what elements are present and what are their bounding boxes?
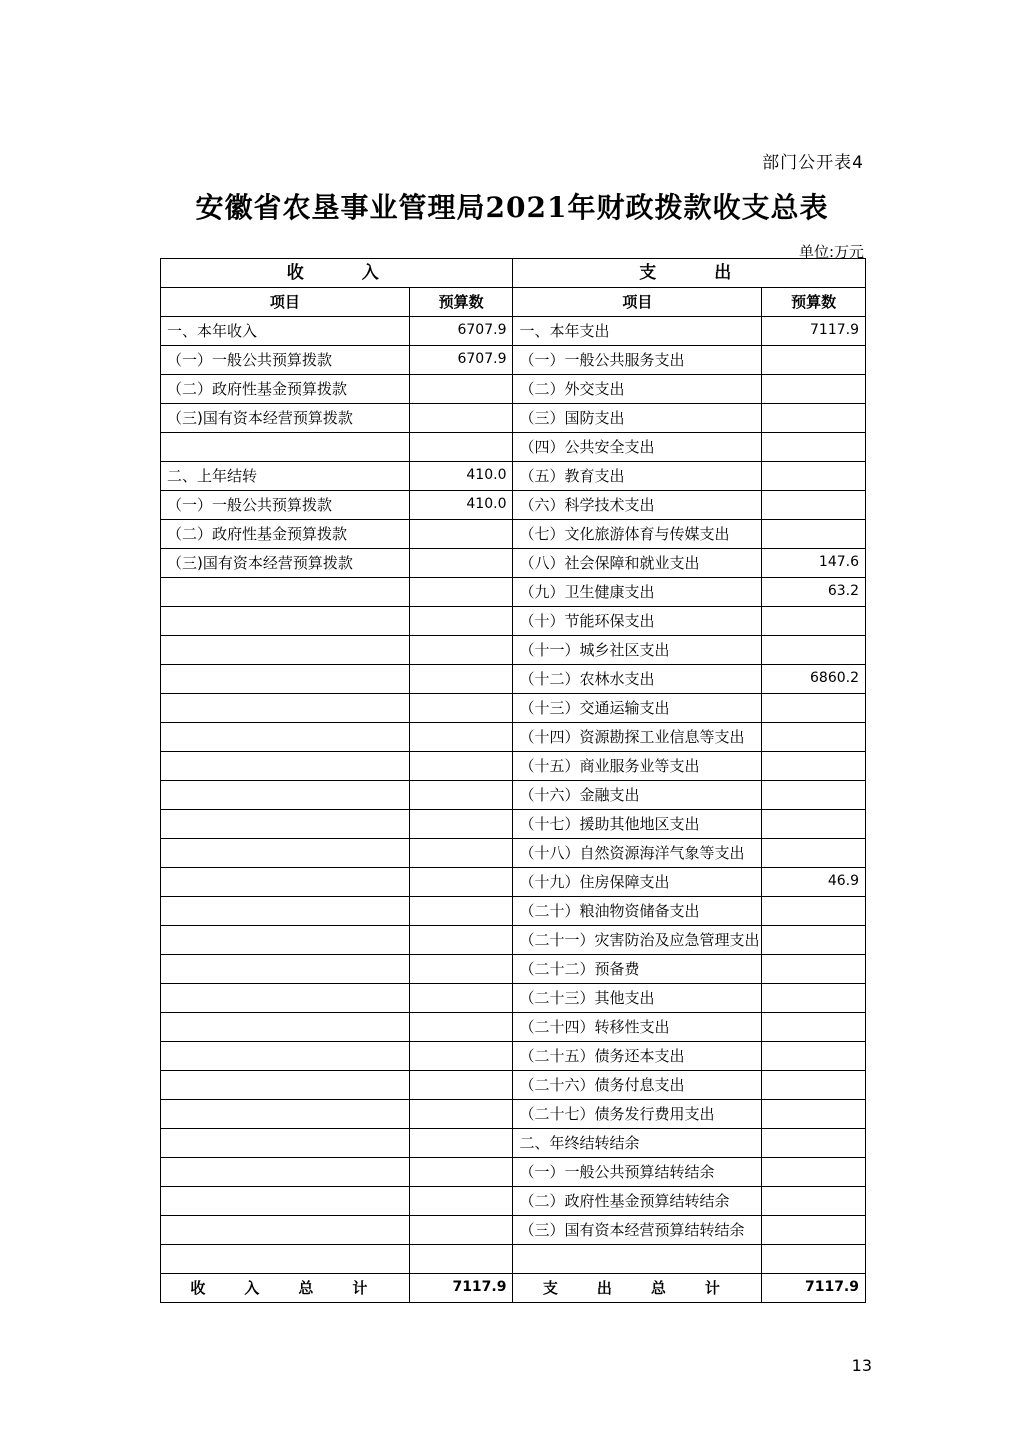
expenditure-value-cell <box>762 1216 866 1245</box>
income-item-cell <box>161 955 410 984</box>
expenditure-value-cell <box>762 926 866 955</box>
income-value-cell: 6707.9 <box>409 317 513 346</box>
table-row <box>161 607 866 636</box>
table-row <box>161 1013 866 1042</box>
expenditure-value-cell <box>762 1129 866 1158</box>
income-value-cell <box>409 404 513 433</box>
income-item-cell <box>161 694 410 723</box>
expenditure-item-cell: （五）教育支出 <box>513 462 762 491</box>
table-row <box>161 1187 866 1216</box>
expenditure-value-cell: 46.9 <box>762 868 866 897</box>
income-item-header: 项目 <box>161 288 410 317</box>
expenditure-value-cell <box>762 752 866 781</box>
expenditure-item-cell: （十七）援助其他地区支出 <box>513 810 762 839</box>
expenditure-value-cell <box>762 984 866 1013</box>
income-value-cell <box>409 839 513 868</box>
income-value-cell <box>409 810 513 839</box>
income-value-cell <box>409 984 513 1013</box>
table-row <box>161 752 866 781</box>
income-total-label: 收 入 总 计 <box>161 1274 410 1303</box>
expenditure-value-cell <box>762 520 866 549</box>
expenditure-value-cell: 7117.9 <box>762 317 866 346</box>
table-row <box>161 520 866 549</box>
income-value-cell <box>409 1216 513 1245</box>
expenditure-item-cell: （三）国防支出 <box>513 404 762 433</box>
income-value-cell <box>409 694 513 723</box>
income-item-cell: （一）一般公共预算拨款 <box>161 491 410 520</box>
income-item-cell: （二）政府性基金预算拨款 <box>161 520 410 549</box>
income-item-cell <box>161 984 410 1013</box>
expenditure-item-cell <box>513 1245 762 1274</box>
expenditure-value-cell: 63.2 <box>762 578 866 607</box>
income-value-cell <box>409 1071 513 1100</box>
income-value-cell <box>409 926 513 955</box>
income-item-cell <box>161 1100 410 1129</box>
expenditure-value-cell <box>762 607 866 636</box>
table-row <box>161 868 866 897</box>
income-item-cell: 二、上年结转 <box>161 462 410 491</box>
income-value-cell <box>409 723 513 752</box>
income-value-cell <box>409 955 513 984</box>
income-item-cell <box>161 723 410 752</box>
expenditure-item-cell: （六）科学技术支出 <box>513 491 762 520</box>
table-row <box>161 984 866 1013</box>
table-row <box>161 491 866 520</box>
expenditure-value-cell <box>762 1187 866 1216</box>
table-row <box>161 694 866 723</box>
income-value-cell <box>409 897 513 926</box>
income-value-cell <box>409 636 513 665</box>
expenditure-item-cell: （一）一般公共服务支出 <box>513 346 762 375</box>
income-group-header: 收 入 <box>161 259 513 288</box>
table-row <box>161 1158 866 1187</box>
expenditure-value-cell <box>762 1071 866 1100</box>
expenditure-item-cell: （二）政府性基金预算结转结余 <box>513 1187 762 1216</box>
table-row <box>161 549 866 578</box>
table-row <box>161 375 866 404</box>
expenditure-item-cell: （四）公共安全支出 <box>513 433 762 462</box>
income-value-cell: 410.0 <box>409 491 513 520</box>
income-total-value: 7117.9 <box>409 1274 513 1303</box>
income-item-cell: （二）政府性基金预算拨款 <box>161 375 410 404</box>
expenditure-item-cell: （十八）自然资源海洋气象等支出 <box>513 839 762 868</box>
income-item-cell <box>161 1071 410 1100</box>
income-value-cell <box>409 781 513 810</box>
expenditure-item-cell: （二十四）转移性支出 <box>513 1013 762 1042</box>
table-row <box>161 462 866 491</box>
expenditure-value-cell: 147.6 <box>762 549 866 578</box>
table-row <box>161 810 866 839</box>
table-row <box>161 346 866 375</box>
expenditure-item-cell: （十九）住房保障支出 <box>513 868 762 897</box>
expenditure-value-cell <box>762 839 866 868</box>
income-item-cell <box>161 1216 410 1245</box>
expenditure-value-cell <box>762 1013 866 1042</box>
income-value-cell <box>409 1158 513 1187</box>
income-item-cell <box>161 433 410 462</box>
expenditure-item-cell: 二、年终结转结余 <box>513 1129 762 1158</box>
table-row <box>161 433 866 462</box>
expenditure-value-cell <box>762 462 866 491</box>
expenditure-total-label: 支 出 总 计 <box>513 1274 762 1303</box>
income-item-cell <box>161 810 410 839</box>
income-value-cell <box>409 607 513 636</box>
table-row <box>161 897 866 926</box>
expenditure-total-value: 7117.9 <box>762 1274 866 1303</box>
table-row <box>161 404 866 433</box>
expenditure-value-cell <box>762 1042 866 1071</box>
table-row <box>161 1042 866 1071</box>
expenditure-item-cell: （十）节能环保支出 <box>513 607 762 636</box>
expenditure-item-cell: （十一）城乡社区支出 <box>513 636 762 665</box>
income-budget-header: 预算数 <box>409 288 513 317</box>
income-item-cell <box>161 897 410 926</box>
table-column-header-row <box>161 288 866 317</box>
income-value-cell <box>409 549 513 578</box>
table-row <box>161 1071 866 1100</box>
expenditure-item-cell: （二十七）债务发行费用支出 <box>513 1100 762 1129</box>
table-row <box>161 781 866 810</box>
income-item-cell <box>161 1187 410 1216</box>
expenditure-value-cell <box>762 1245 866 1274</box>
expenditure-value-cell <box>762 1158 866 1187</box>
income-item-cell <box>161 1158 410 1187</box>
expenditure-item-cell: （七）文化旅游体育与传媒支出 <box>513 520 762 549</box>
table-total-row <box>161 1274 866 1303</box>
form-label: 部门公开表4 <box>762 153 864 173</box>
income-item-cell <box>161 1129 410 1158</box>
expenditure-item-cell: （二十六）债务付息支出 <box>513 1071 762 1100</box>
page-number: 13 <box>851 1356 872 1375</box>
expenditure-value-cell <box>762 781 866 810</box>
expenditure-item-cell: （十三）交通运输支出 <box>513 694 762 723</box>
income-item-cell <box>161 839 410 868</box>
table-row <box>161 665 866 694</box>
expenditure-item-cell: （八）社会保障和就业支出 <box>513 549 762 578</box>
expenditure-value-cell <box>762 723 866 752</box>
income-item-cell <box>161 926 410 955</box>
expenditure-item-cell: （二十）粮油物资储备支出 <box>513 897 762 926</box>
expenditure-item-cell: （二十一）灾害防治及应急管理支出 <box>513 926 762 955</box>
expenditure-item-cell: （九）卫生健康支出 <box>513 578 762 607</box>
page-title: 安徽省农垦事业管理局2021年财政拨款收支总表 <box>195 191 829 224</box>
expenditure-value-cell <box>762 404 866 433</box>
expenditure-item-cell: 一、本年支出 <box>513 317 762 346</box>
expenditure-item-cell: （三）国有资本经营预算结转结余 <box>513 1216 762 1245</box>
income-value-cell <box>409 752 513 781</box>
table-group-header-row <box>161 259 866 288</box>
income-item-cell <box>161 636 410 665</box>
income-item-cell: （一）一般公共预算拨款 <box>161 346 410 375</box>
income-item-cell <box>161 1013 410 1042</box>
unit-label: 单位:万元 <box>798 243 864 261</box>
income-value-cell <box>409 1100 513 1129</box>
expenditure-value-cell <box>762 636 866 665</box>
expenditure-value-cell <box>762 346 866 375</box>
income-item-cell: 一、本年收入 <box>161 317 410 346</box>
table-row <box>161 1216 866 1245</box>
income-item-cell <box>161 665 410 694</box>
table-row <box>161 955 866 984</box>
expenditure-budget-header: 预算数 <box>762 288 866 317</box>
income-item-cell <box>161 1245 410 1274</box>
expenditure-item-cell: （十四）资源勘探工业信息等支出 <box>513 723 762 752</box>
income-value-cell: 410.0 <box>409 462 513 491</box>
expenditure-value-cell <box>762 491 866 520</box>
income-value-cell <box>409 665 513 694</box>
income-item-cell <box>161 752 410 781</box>
expenditure-value-cell <box>762 1100 866 1129</box>
income-value-cell <box>409 1013 513 1042</box>
table-row <box>161 578 866 607</box>
expenditure-item-cell: （十六）金融支出 <box>513 781 762 810</box>
income-value-cell <box>409 1245 513 1274</box>
income-value-cell <box>409 1129 513 1158</box>
income-value-cell <box>409 520 513 549</box>
expenditure-item-cell: （二）外交支出 <box>513 375 762 404</box>
income-value-cell <box>409 868 513 897</box>
income-value-cell <box>409 578 513 607</box>
expenditure-item-cell: （一）一般公共预算结转结余 <box>513 1158 762 1187</box>
expenditure-value-cell <box>762 433 866 462</box>
expenditure-value-cell <box>762 897 866 926</box>
expenditure-value-cell: 6860.2 <box>762 665 866 694</box>
income-value-cell <box>409 1187 513 1216</box>
expenditure-item-cell: （十五）商业服务业等支出 <box>513 752 762 781</box>
income-value-cell <box>409 375 513 404</box>
income-value-cell <box>409 1042 513 1071</box>
table-row <box>161 636 866 665</box>
expenditure-value-cell <box>762 694 866 723</box>
income-item-cell <box>161 781 410 810</box>
table-row <box>161 317 866 346</box>
budget-table <box>160 258 866 1303</box>
expenditure-item-cell: （二十三）其他支出 <box>513 984 762 1013</box>
income-item-cell <box>161 1042 410 1071</box>
income-item-cell: （三)国有资本经营预算拨款 <box>161 549 410 578</box>
expenditure-item-header: 项目 <box>513 288 762 317</box>
income-item-cell: （三)国有资本经营预算拨款 <box>161 404 410 433</box>
expenditure-value-cell <box>762 955 866 984</box>
expenditure-value-cell <box>762 810 866 839</box>
table-row <box>161 723 866 752</box>
income-value-cell <box>409 433 513 462</box>
expenditure-item-cell: （二十二）预备费 <box>513 955 762 984</box>
expenditure-group-header: 支 出 <box>513 259 866 288</box>
expenditure-item-cell: （十二）农林水支出 <box>513 665 762 694</box>
income-item-cell <box>161 868 410 897</box>
table-row <box>161 1129 866 1158</box>
table-row <box>161 839 866 868</box>
table-row <box>161 926 866 955</box>
expenditure-value-cell <box>762 375 866 404</box>
income-value-cell: 6707.9 <box>409 346 513 375</box>
table-row <box>161 1100 866 1129</box>
expenditure-item-cell: （二十五）债务还本支出 <box>513 1042 762 1071</box>
income-item-cell <box>161 578 410 607</box>
income-item-cell <box>161 607 410 636</box>
table-row <box>161 1245 866 1274</box>
